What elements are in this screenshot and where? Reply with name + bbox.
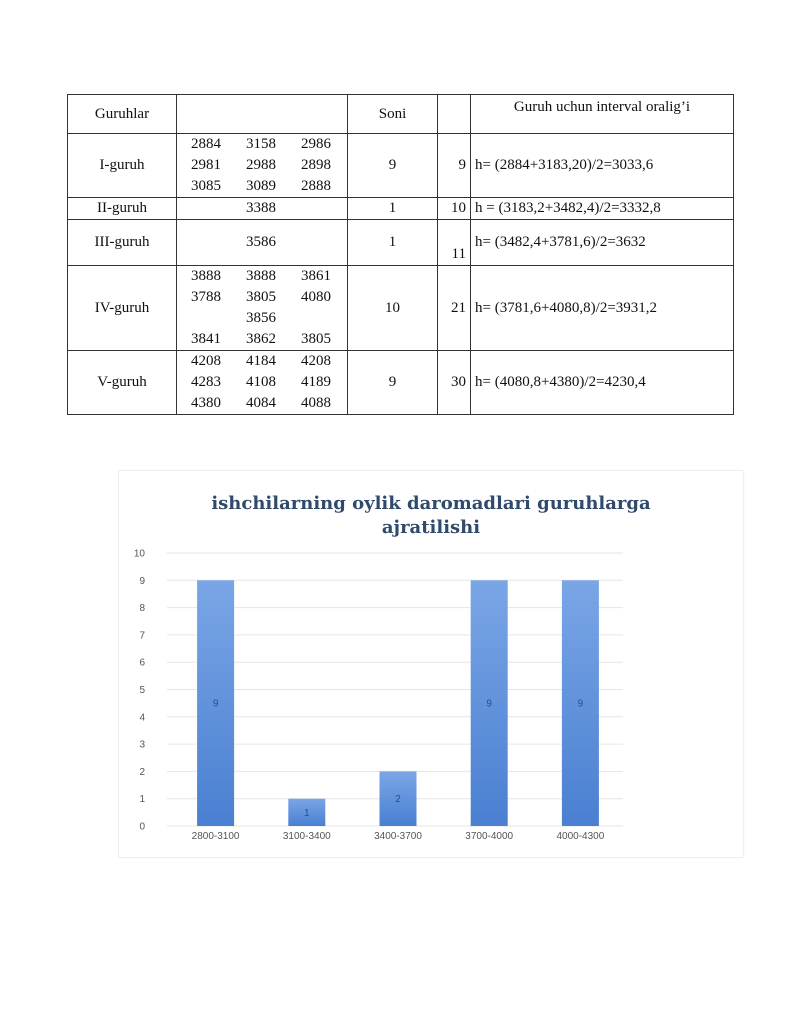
chart-title-line-2: ajratilishi	[381, 517, 481, 538]
value-cell: 4208	[191, 353, 221, 369]
value-cell: 3089	[246, 178, 276, 194]
y-tick-label: 3	[139, 739, 145, 751]
group-cumulative: 11	[438, 220, 471, 266]
group-interval: h= (4080,8+4380)/2=4230,4	[471, 351, 734, 415]
value-cell: 3586	[246, 234, 276, 250]
y-tick-label: 1	[139, 794, 145, 806]
y-tick-label: 4	[139, 712, 145, 724]
x-tick-label: 2800-3100	[191, 831, 240, 842]
value-cell: 2988	[246, 157, 276, 173]
y-tick-label: 6	[139, 657, 145, 669]
y-tick-label: 9	[139, 575, 145, 587]
table-row	[68, 220, 734, 266]
value-cell: 3805	[246, 289, 276, 305]
group-count: 9	[348, 134, 438, 198]
value-cell: 4088	[301, 395, 331, 411]
chart-y-axis	[134, 549, 146, 833]
y-tick-label: 0	[139, 821, 145, 833]
value-cell: 3862	[246, 331, 276, 347]
chart-card	[118, 470, 744, 858]
bar-data-label: 9	[577, 698, 584, 710]
table-header-row	[68, 95, 734, 134]
group-interval: h= (3482,4+3781,6)/2=3632	[471, 220, 734, 266]
value-cell: 3388	[246, 200, 276, 216]
grouping-table	[67, 94, 734, 415]
group-name: II-guruh	[68, 198, 177, 220]
group-interval: h= (2884+3183,20)/2=3033,6	[471, 134, 734, 198]
header-values	[177, 95, 348, 134]
header-groups: Guruhlar	[68, 95, 177, 134]
value-cell: 4189	[301, 374, 331, 390]
x-tick-label: 4000-4300	[556, 831, 605, 842]
bar-data-label: 9	[212, 698, 219, 710]
value-cell: 4208	[301, 353, 331, 369]
y-tick-label: 8	[139, 603, 145, 615]
group-cumulative: 9	[438, 134, 471, 198]
bar-chart	[119, 471, 743, 857]
value-cell: 3788	[191, 289, 221, 305]
table-row	[68, 266, 734, 351]
value-cell: 3085	[191, 178, 221, 194]
x-tick-label: 3400-3700	[374, 831, 422, 842]
value-cell: 4184	[246, 353, 276, 369]
table-row	[68, 351, 734, 415]
bar-data-label: 2	[395, 794, 401, 806]
value-cell: 3805	[301, 331, 331, 347]
value-cell: 2884	[191, 136, 221, 152]
value-cell: 2898	[301, 157, 331, 173]
value-cell	[191, 232, 246, 253]
y-tick-label: 5	[139, 685, 145, 696]
value-cell	[301, 198, 351, 219]
group-values	[177, 220, 348, 266]
value-cell	[191, 308, 246, 329]
header-count: Soni	[348, 95, 438, 134]
group-values	[177, 198, 348, 220]
group-values	[177, 351, 348, 415]
group-cumulative: 10	[438, 198, 471, 220]
group-cumulative: 30	[438, 351, 471, 415]
group-values	[177, 266, 348, 351]
y-tick-label: 2	[139, 766, 145, 778]
table-row	[68, 134, 734, 198]
header-interval: Guruh uchun interval oralig’i	[471, 95, 734, 134]
value-cell	[301, 308, 351, 329]
value-cell: 4283	[191, 374, 221, 390]
table-row	[68, 198, 734, 220]
group-count: 1	[348, 220, 438, 266]
group-values	[177, 134, 348, 198]
value-cell: 4084	[246, 395, 276, 411]
group-name: I-guruh	[68, 134, 177, 198]
value-cell: 3841	[191, 331, 221, 347]
y-tick-label: 7	[139, 630, 145, 642]
bar-data-label: 1	[304, 807, 310, 819]
group-count: 1	[348, 198, 438, 220]
value-cell: 3888	[191, 268, 221, 284]
value-cell: 4080	[301, 289, 331, 305]
group-name: III-guruh	[68, 220, 177, 266]
value-cell: 3861	[301, 268, 331, 284]
chart-bars	[197, 580, 599, 826]
group-count: 10	[348, 266, 438, 351]
value-cell: 3888	[246, 268, 276, 284]
group-name: V-guruh	[68, 351, 177, 415]
bar-data-label: 9	[486, 698, 492, 710]
group-name: IV-guruh	[68, 266, 177, 351]
value-cell: 3856	[246, 310, 276, 326]
value-cell	[301, 232, 351, 253]
x-tick-label: 3100-3400	[282, 831, 331, 842]
value-cell: 3158	[246, 136, 276, 152]
value-cell: 2981	[191, 157, 221, 173]
value-cell: 4108	[246, 374, 276, 390]
group-count: 9	[348, 351, 438, 415]
value-cell	[191, 198, 246, 219]
chart-title-line-1: ishchilarning oylik daromadlari guruhlarga	[211, 493, 651, 514]
group-interval: h= (3781,6+4080,8)/2=3931,2	[471, 266, 734, 351]
value-cell: 4380	[191, 395, 221, 411]
y-tick-label: 10	[133, 548, 145, 560]
value-cell: 2986	[301, 136, 331, 152]
x-tick-label: 3700-4000	[465, 831, 514, 842]
chart-x-axis	[192, 831, 605, 842]
value-cell: 2888	[301, 178, 331, 194]
group-cumulative: 21	[438, 266, 471, 351]
header-cumulative	[438, 95, 471, 134]
group-interval: h = (3183,2+3482,4)/2=3332,8	[471, 198, 734, 220]
